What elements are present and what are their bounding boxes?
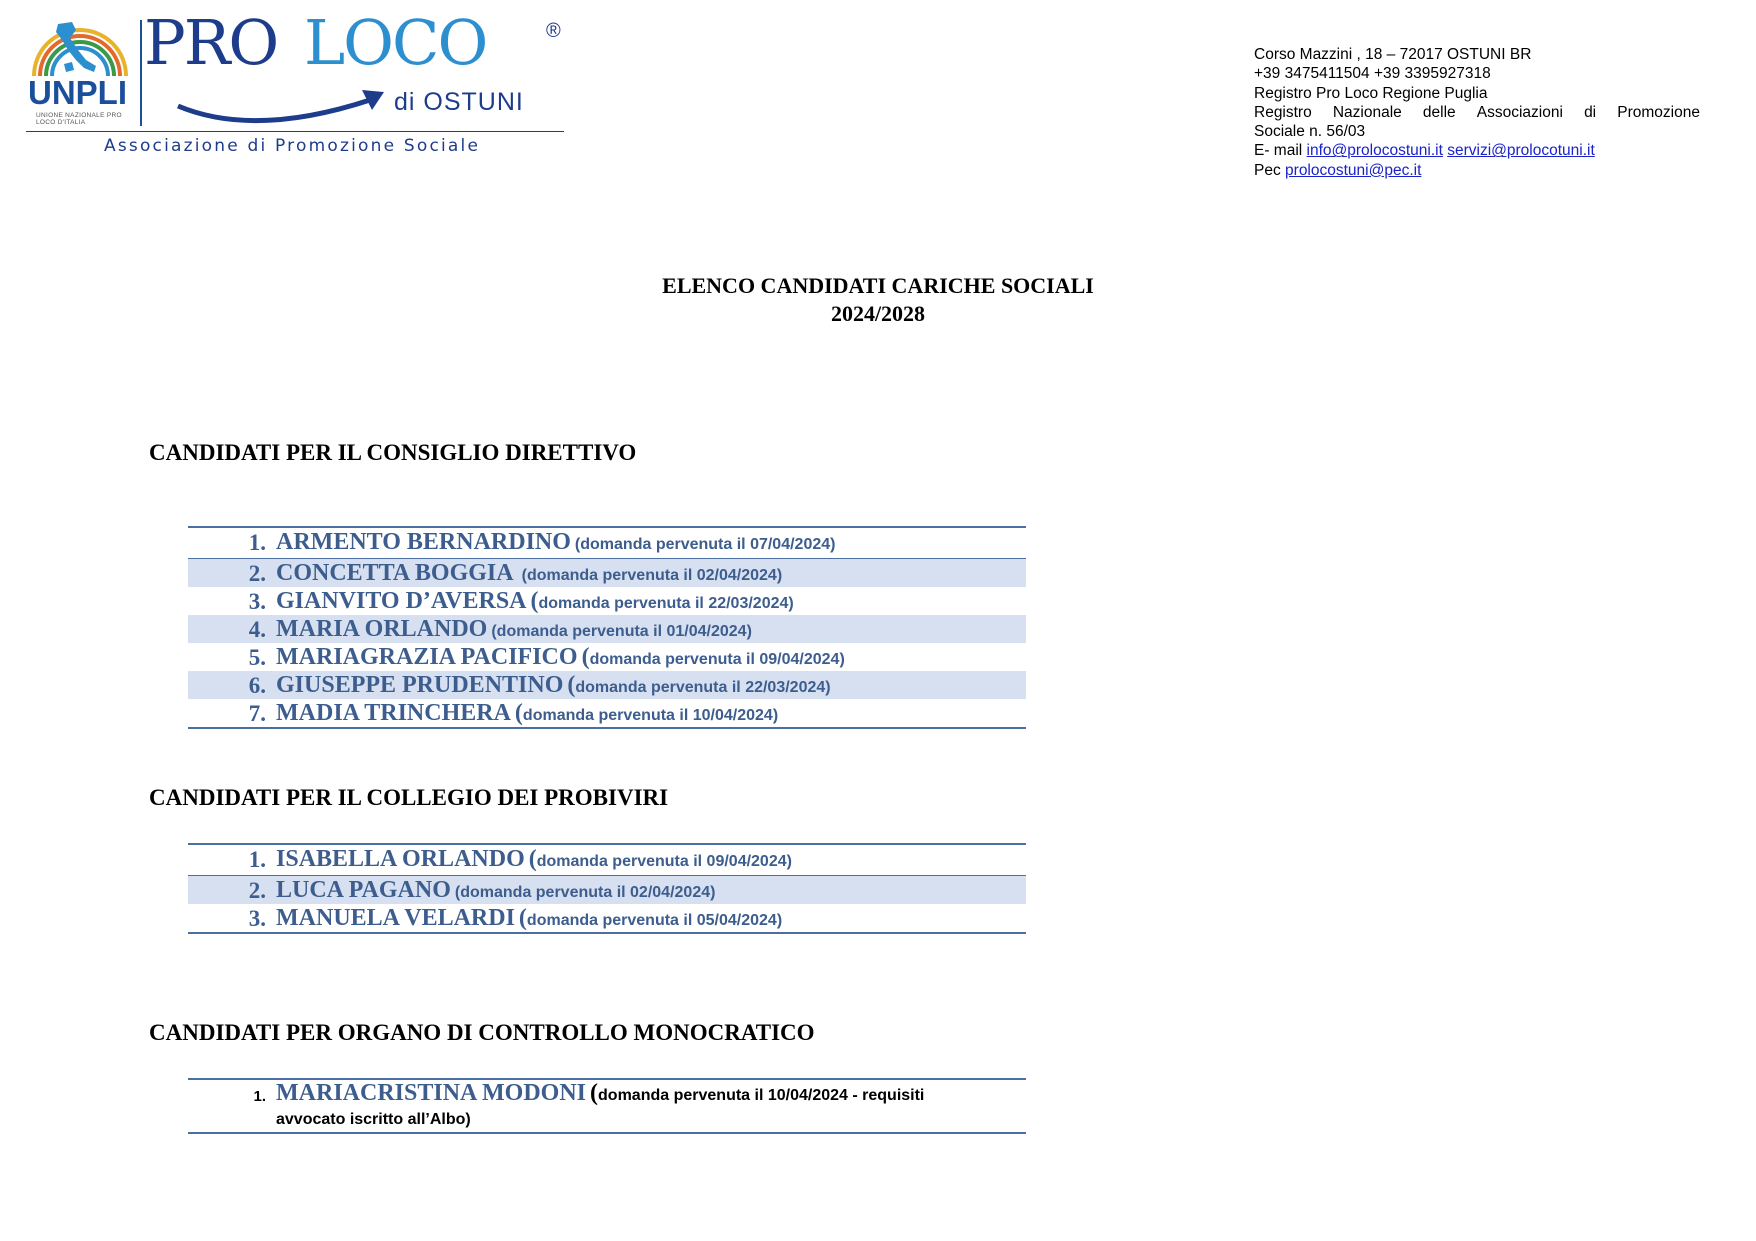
- heading-collegio-probiviri: CANDIDATI PER IL COLLEGIO DEI PROBIVIRI: [149, 785, 669, 810]
- item-number: 2.: [248, 878, 266, 903]
- candidate-name: MADIA TRINCHERA: [276, 700, 511, 726]
- address: Corso Mazzini , 18 – 72017 OSTUNI BR: [1254, 46, 1532, 63]
- candidate-name: MARIACRISTINA MODONI: [276, 1080, 587, 1106]
- registered-mark: ®: [546, 20, 561, 42]
- candidate-note: domanda pervenuta il 22/03/2024): [538, 595, 794, 612]
- paren: (: [514, 700, 523, 726]
- candidate-note: domanda pervenuta il 09/04/2024): [589, 651, 845, 668]
- candidate-name: GIUSEPPE PRUDENTINO: [276, 672, 564, 698]
- list-item: [188, 876, 1026, 904]
- pec-line: [1254, 161, 1700, 180]
- list-item: [188, 559, 1026, 587]
- email-label: E- mail: [1254, 142, 1303, 160]
- phone-numbers: +39 3475411504 +39 3395927318: [1254, 65, 1491, 83]
- logo-tagline: Associazione di Promozione Sociale: [104, 136, 481, 156]
- registry-region: Registro Pro Loco Regione Puglia: [1254, 84, 1488, 102]
- list-consiglio-direttivo: [188, 526, 1026, 729]
- item-number: 1.: [253, 1088, 266, 1105]
- paren: (: [530, 588, 539, 614]
- email-link-info[interactable]: info@prolocostuni.it: [1306, 142, 1443, 160]
- pro-loco-logo: [24, 6, 590, 166]
- list-item: [188, 615, 1026, 643]
- heading-organo-controllo: CANDIDATI PER ORGANO DI CONTROLLO MONOCRATICO: [149, 1020, 815, 1045]
- registry-national: [1254, 103, 1700, 122]
- logo-pro-text: PRO: [144, 6, 278, 79]
- registry-word: Associazioni: [1476, 103, 1563, 121]
- candidate-note: (domanda pervenuta il 02/04/2024): [521, 567, 783, 584]
- candidate-note: domanda pervenuta il 09/04/2024): [536, 853, 792, 870]
- paren: (: [528, 846, 537, 872]
- registry-national-end: Sociale n. 56/03: [1254, 123, 1366, 141]
- item-number: 3.: [248, 906, 266, 931]
- logo-divider: [140, 20, 142, 126]
- list-organo-controllo: [188, 1078, 1026, 1134]
- registry-word: Nazionale: [1332, 103, 1402, 121]
- item-number: 1.: [248, 530, 266, 555]
- registry-word: di: [1584, 103, 1597, 121]
- logo-loco-text: LOCO: [304, 6, 487, 79]
- item-number: 6.: [248, 673, 266, 698]
- list-collegio-probiviri: [188, 843, 1026, 934]
- candidate-name: MARIA ORLANDO: [276, 616, 488, 642]
- candidate-name: CONCETTA BOGGIA: [276, 560, 514, 586]
- registry-word: Registro: [1254, 103, 1312, 121]
- heading-consiglio-direttivo: CANDIDATI PER IL CONSIGLIO DIRETTIVO: [149, 440, 637, 465]
- title-line-1: ELENCO CANDIDATI CARICHE SOCIALI: [662, 273, 1094, 298]
- list-item: [188, 845, 1026, 876]
- list-item: [188, 1080, 1026, 1132]
- paren: (: [567, 672, 576, 698]
- logo-di-ostuni: di OSTUNI: [394, 88, 524, 116]
- candidate-note: domanda pervenuta il 10/04/2024 - requisiti avvocato iscritto all’Albo): [276, 1087, 925, 1128]
- candidate-note: (domanda pervenuta il 07/04/2024): [574, 536, 836, 553]
- registry-word: Promozione: [1617, 103, 1700, 121]
- item-number: 1.: [248, 847, 266, 872]
- contact-info: [1254, 45, 1700, 180]
- list-item: [188, 643, 1026, 671]
- unpli-wordmark: UNPLI: [28, 74, 127, 111]
- list-item: [188, 587, 1026, 615]
- paren: (: [518, 905, 527, 931]
- document-title: [0, 272, 1756, 328]
- item-number: 5.: [248, 645, 266, 670]
- candidate-name: ARMENTO BERNARDINO: [276, 529, 571, 555]
- list-item: [188, 528, 1026, 559]
- list-item: [188, 699, 1026, 727]
- list-item: [188, 904, 1026, 932]
- candidate-note: domanda pervenuta il 22/03/2024): [575, 679, 831, 696]
- candidate-note: (domanda pervenuta il 01/04/2024): [491, 623, 752, 640]
- candidate-name: MANUELA VELARDI: [276, 905, 515, 931]
- pec-label: Pec: [1254, 161, 1281, 179]
- email-line: [1254, 141, 1700, 160]
- logo-underline: [26, 131, 564, 132]
- paren: (: [590, 1080, 599, 1106]
- candidate-name: LUCA PAGANO: [276, 877, 451, 903]
- list-item: [188, 671, 1026, 699]
- swoosh-arrow-icon: [174, 76, 414, 136]
- unpli-subtitle: UNIONE NAZIONALE PRO LOCO D'ITALIA: [36, 112, 122, 126]
- email-link-servizi[interactable]: servizi@prolocotuni.it: [1447, 142, 1595, 160]
- item-number: 3.: [248, 589, 266, 614]
- title-line-2: 2024/2028: [830, 301, 926, 326]
- candidate-note: domanda pervenuta il 05/04/2024): [526, 912, 783, 929]
- item-number: 7.: [248, 701, 266, 726]
- candidate-name: MARIAGRAZIA PACIFICO: [276, 644, 578, 670]
- registry-word: delle: [1422, 103, 1456, 121]
- item-number: 4.: [248, 617, 266, 642]
- item-number: 2.: [248, 561, 266, 586]
- candidate-name: GIANVITO D’AVERSA: [276, 588, 527, 614]
- paren: (: [581, 644, 590, 670]
- pec-link[interactable]: prolocostuni@pec.it: [1285, 161, 1422, 179]
- candidate-name: ISABELLA ORLANDO: [276, 846, 525, 872]
- candidate-note: domanda pervenuta il 10/04/2024): [522, 707, 779, 724]
- candidate-note: (domanda pervenuta il 02/04/2024): [454, 884, 716, 901]
